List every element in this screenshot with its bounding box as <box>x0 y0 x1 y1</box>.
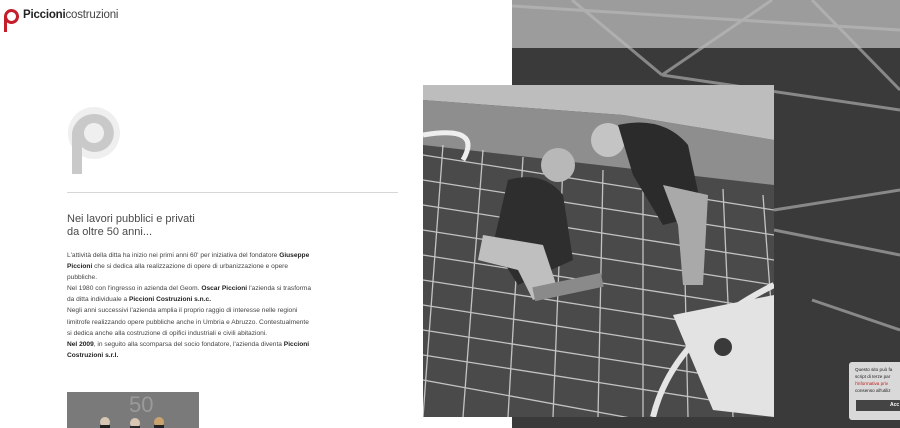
anniversary-photo <box>67 392 199 428</box>
logo-p-icon <box>3 8 20 33</box>
cookie-accept-button[interactable]: Acc <box>856 400 900 411</box>
company-history-text <box>67 250 312 361</box>
cookie-text-line: consenso all'utiliz <box>855 388 891 393</box>
history-text: L'attività della ditta ha inizio nei primi anni 60' per iniziativa del fondatore <box>67 252 280 259</box>
history-text: l'azienda si trasforma da ditta individuale a <box>67 285 312 304</box>
history-paragraph: Negli anni successivi l'azienda amplia il proprio raggio di interesse nelle regioni limitrofe realizzando opere pubbliche anche in Umbria e Abruzzo. Contestualmente si dedica anche alla costruzione di opifici industriali e civili abitazioni. <box>67 307 309 337</box>
brand-name-strong: Piccioni <box>23 8 66 21</box>
rebar-photo-graphic <box>423 85 774 417</box>
headline-line-2: da oltre 50 anni... <box>67 226 153 238</box>
watermark-p-icon <box>66 106 121 176</box>
headline-line-1: Nei lavori pubblici e privati <box>67 213 195 225</box>
brand-name-light: costruzioni <box>65 8 119 21</box>
construction-workers-photo <box>423 85 774 417</box>
brand-name <box>23 10 118 22</box>
privacy-policy-link[interactable]: l'informativa priv <box>855 381 889 386</box>
history-text: , in seguito alla scomparsa del socio fondatore, l'azienda diventa <box>93 340 284 348</box>
history-text: Nel 1980 con l'ingresso in azienda del Geom. <box>67 285 202 293</box>
founder-name: Giuseppe Piccioni <box>67 252 310 271</box>
cookie-notice <box>849 362 900 420</box>
site-logo[interactable] <box>3 8 118 33</box>
anniversary-photo-graphic <box>67 392 199 428</box>
company-name-srl: Piccioni Costruzioni s.r.l. <box>67 340 310 359</box>
history-text: che si dedica alla realizzazione di opere di urbanizzazione e opere pubbliche. <box>67 263 289 282</box>
company-name-snc: Piccioni Costruzioni s.n.c. <box>128 296 212 304</box>
history-paragraph <box>67 250 312 283</box>
history-paragraph <box>67 283 312 305</box>
history-paragraph <box>67 339 312 361</box>
svg-text:50: 50 <box>129 392 154 417</box>
cookie-text-line: Questo sito può fa <box>855 367 893 372</box>
cookie-text-line: script di terze par <box>855 374 891 379</box>
year-2009: Nel 2009 <box>67 340 94 348</box>
intro-headline <box>67 213 267 239</box>
successor-name: Oscar Piccioni <box>201 285 248 293</box>
section-divider <box>67 192 398 193</box>
